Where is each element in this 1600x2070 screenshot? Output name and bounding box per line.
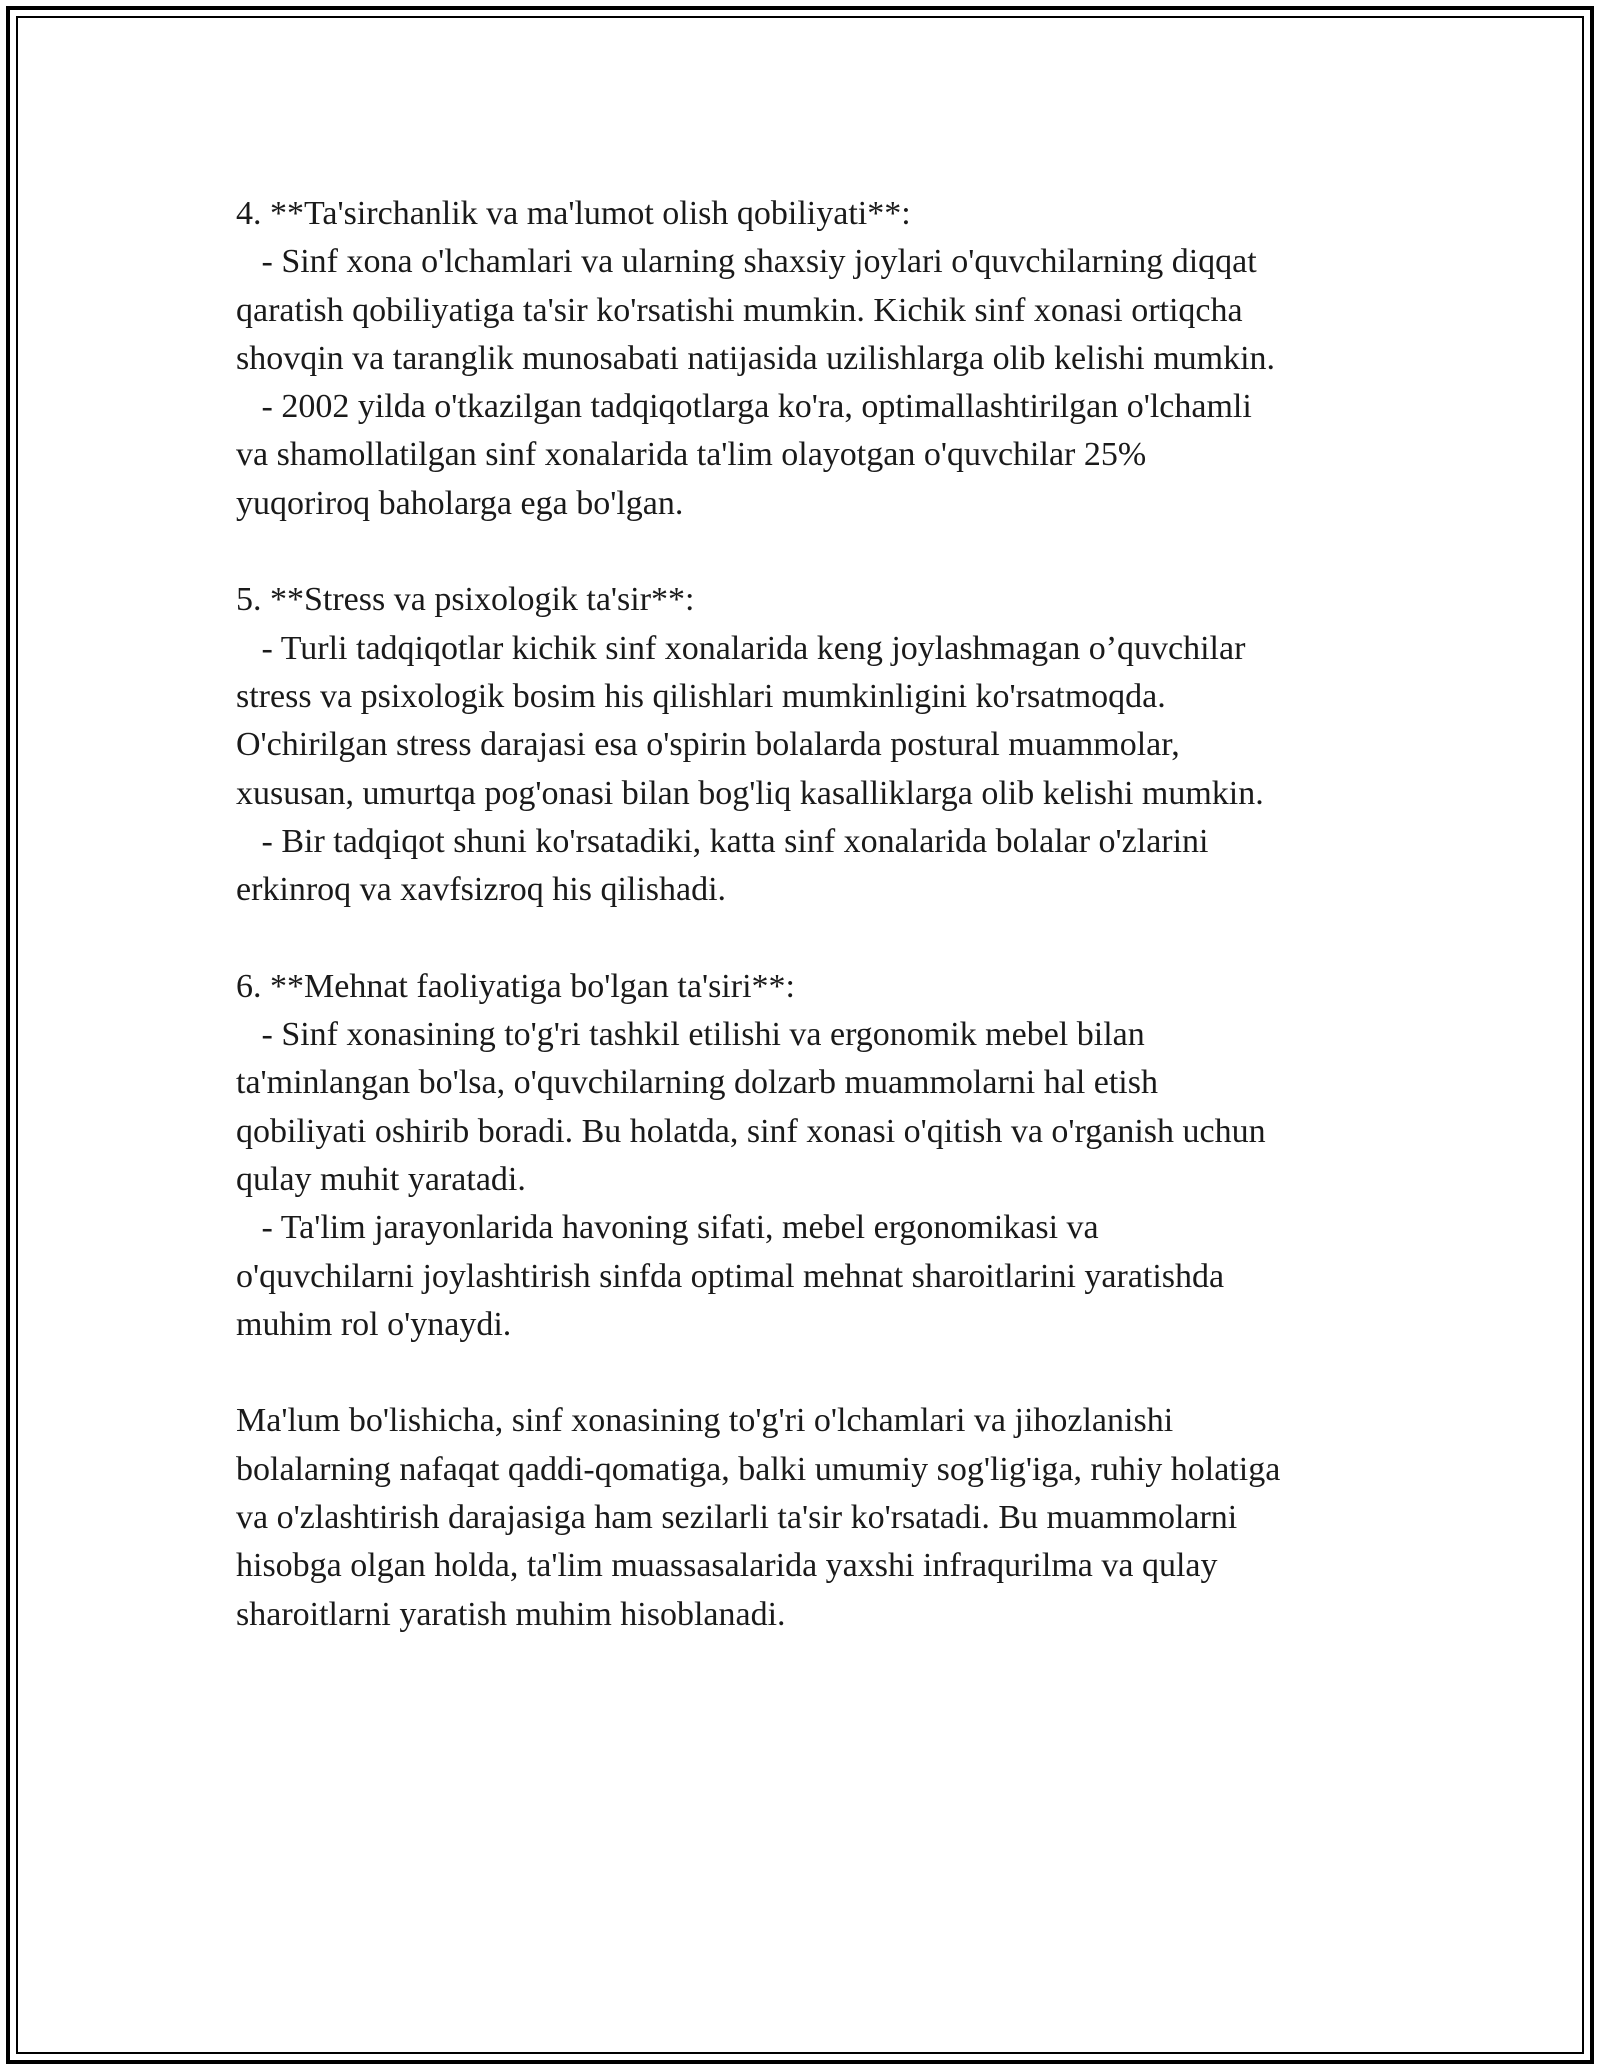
- text-line: qulay muhit yaratadi.: [236, 1160, 526, 1198]
- text-line: sharoitlarni yaratish muhim hisoblanadi.: [236, 1595, 786, 1633]
- paragraph-gap: [236, 914, 1386, 962]
- text-line: muhim rol o'ynaydi.: [236, 1305, 512, 1343]
- text-line: xususan, umurtqa pog'onasi bilan bog'liq kasalliklarga olib kelishi mumkin.: [236, 774, 1264, 812]
- text-line: Ma'lum bo'lishicha, sinf xonasining to'g'ri o'lchamlari va jihozlanishi: [236, 1402, 1174, 1440]
- section-heading: 4. **Ta'sirchanlik va ma'lumot olish qobiliyati**:: [236, 195, 911, 232]
- conclusion-paragraph: [236, 1397, 1386, 1638]
- text-line: - Sinf xonasining to'g'ri tashkil etilishi va ergonomik mebel bilan: [236, 1016, 1145, 1054]
- text-line: bolalarning nafaqat qaddi-qomatiga, balki umumiy sog'lig'iga, ruhiy holatiga: [236, 1450, 1281, 1488]
- text-line: qaratish qobiliyatiga ta'sir ko'rsatishi mumkin. Kichik sinf xonasi ortiqcha: [236, 291, 1243, 329]
- paragraph-gap: [236, 1349, 1386, 1397]
- text-line: stress va psixologik bosim his qilishlari mumkinligini ko'rsatmoqda.: [236, 677, 1166, 715]
- paragraph-gap: [236, 528, 1386, 576]
- text-line: hisobga olgan holda, ta'lim muassasalarida yaxshi infraqurilma va qulay: [236, 1547, 1218, 1585]
- text-line: qobiliyati oshirib boradi. Bu holatda, sinf xonasi o'qitish va o'rganish uchun: [236, 1112, 1266, 1150]
- text-line: va shamollatilgan sinf xonalarida ta'lim olayotgan o'quvchilar 25%: [236, 436, 1147, 474]
- text-line: yuqoriroq baholarga ega bo'lgan.: [236, 484, 684, 522]
- document-body: [236, 190, 1386, 1639]
- section-6: [236, 963, 1386, 1349]
- text-line: va o'zlashtirish darajasiga ham sezilarli ta'sir ko'rsatadi. Bu muammolarni: [236, 1499, 1238, 1537]
- section-heading: 5. **Stress va psixologik ta'sir**:: [236, 581, 695, 619]
- text-line: shovqin va taranglik munosabati natijasida uzilishlarga olib kelishi mumkin.: [236, 339, 1276, 377]
- text-line: o'quvchilarni joylashtirish sinfda optimal mehnat sharoitlarini yaratishda: [236, 1257, 1225, 1295]
- text-line: - Bir tadqiqot shuni ko'rsatadiki, katta sinf xonalarida bolalar o'zlarini: [236, 822, 1209, 860]
- text-line: ta'minlangan bo'lsa, o'quvchilarning dolzarb muammolarni hal etish: [236, 1064, 1158, 1102]
- text-line: - Ta'lim jarayonlarida havoning sifati, mebel ergonomikasi va: [236, 1209, 1099, 1247]
- section-5: [236, 576, 1386, 914]
- text-line: O'chirilgan stress darajasi esa o'spirin bolalarda postural muammolar,: [236, 726, 1180, 764]
- text-line: erkinroq va xavfsizroq his qilishadi.: [236, 871, 727, 909]
- text-line: - Sinf xona o'lchamlari va ularning shaxsiy joylari o'quvchilarning diqqat: [236, 243, 1257, 281]
- section-heading: 6. **Mehnat faoliyatiga bo'lgan ta'siri**:: [236, 967, 795, 1005]
- text-line: - 2002 yilda o'tkazilgan tadqiqotlarga ko'ra, optimallashtirilgan o'lchamli: [236, 388, 1252, 426]
- text-line: - Turli tadqiqotlar kichik sinf xonalarida keng joylashmagan o’quvchilar: [236, 629, 1246, 667]
- section-4: [236, 190, 1386, 528]
